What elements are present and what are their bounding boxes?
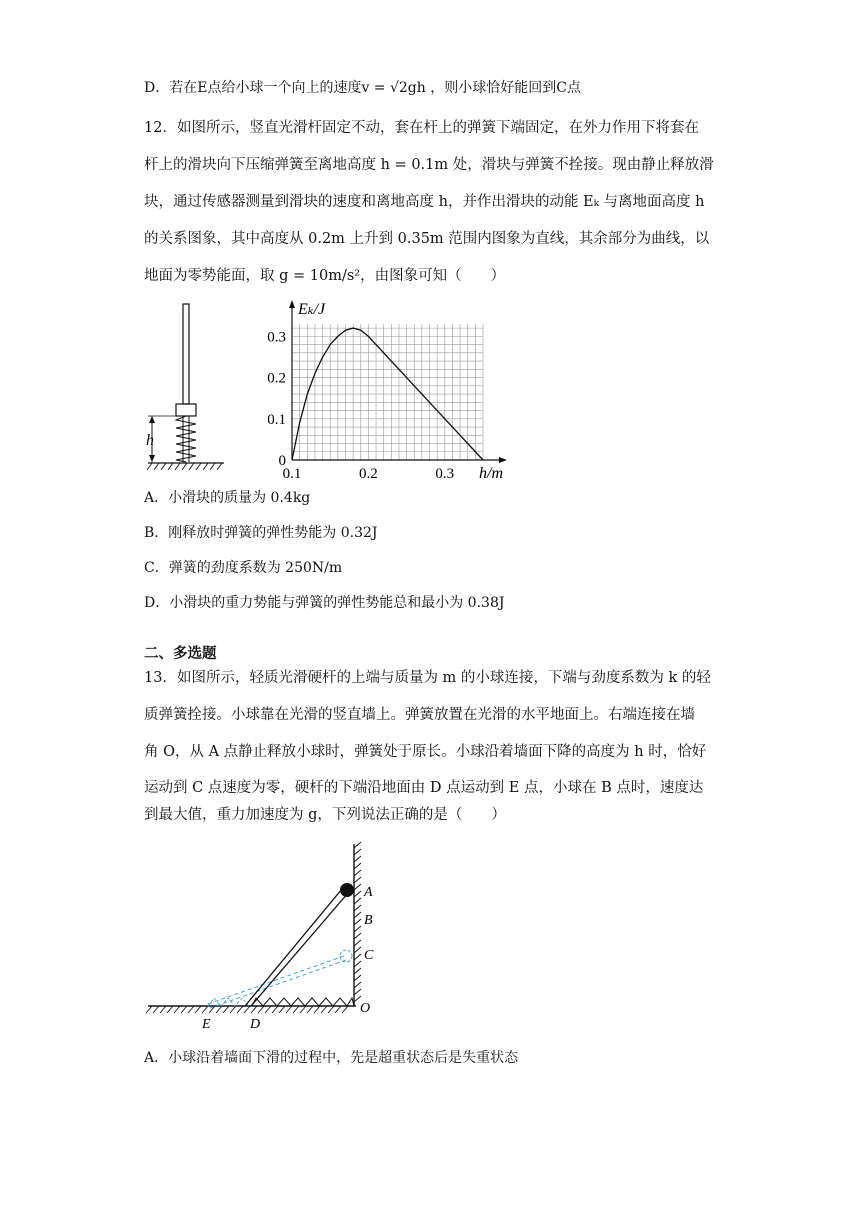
- x-tick-label: 0.3: [435, 466, 455, 482]
- q13-option-a: A．小球沿着墙面下滑的过程中，先是超重状态后是失重状态: [144, 1050, 519, 1066]
- ground-hatch-line: [237, 1006, 243, 1013]
- y-tick-label: 0.3: [267, 329, 286, 346]
- label-O: O: [360, 1001, 371, 1016]
- ground-hatch-line: [188, 1006, 194, 1013]
- y-tick-label: 0: [278, 453, 286, 469]
- y-tick-label: 0.2: [267, 370, 286, 387]
- q13-line-3: 角 O，从 A 点静止释放小球时，弹簧处于原长。小球沿着墙面下降的高度为 h 时，恰好: [144, 744, 707, 760]
- wall-hatch-line: [354, 919, 361, 925]
- q12-line-1: 12．如图所示，竖直光滑杆固定不动，套在杆上的弹簧下端固定，在外力作用下将套在: [144, 120, 699, 136]
- label-C: C: [364, 948, 374, 963]
- ground-hatch-line: [167, 1006, 173, 1013]
- wall-hatch-line: [354, 870, 361, 876]
- ground-hatch-line: [279, 1006, 285, 1013]
- q12-option-d: D．小滑块的重力势能与弹簧的弹性势能总和最小为 0.38J: [144, 595, 505, 611]
- ground-hatch-line: [321, 1006, 327, 1013]
- wall-hatch-line: [354, 926, 361, 932]
- ground-hatch-line: [251, 1006, 257, 1013]
- ground-hatch-line: [335, 1006, 341, 1013]
- wall-hatch-line: [354, 842, 361, 848]
- label-A: A: [364, 885, 373, 900]
- wall-hatch-line: [354, 989, 361, 995]
- wall-hatch-line: [354, 954, 361, 960]
- x-tick-label: 0.1: [282, 466, 302, 482]
- y-axis-label: Eₖ/J: [298, 301, 326, 318]
- q12-line-5: 地面为零势能面，取 g = 10m/s²，由图象可知（ ）: [144, 268, 506, 284]
- wall-hatch-line: [354, 905, 361, 911]
- y-axis-arrow: [289, 300, 295, 308]
- ground-hatch-line: [307, 1006, 313, 1013]
- wall-hatch-line: [354, 877, 361, 883]
- wall-hatch-line: [354, 968, 361, 974]
- ground-hatch-line: [202, 1006, 208, 1013]
- q13-line-4: 运动到 C 点速度为零，硬杆的下端沿地面由 D 点运动到 E 点，小球在 B 点时，速度达: [144, 780, 704, 796]
- wall-hatch-line: [354, 891, 361, 897]
- ek-h-chart: [255, 296, 545, 484]
- wall-hatch-line: [354, 884, 361, 890]
- q12-option-b: B．刚释放时弹簧的弹性势能为 0.32J: [144, 525, 378, 541]
- wall-hatch-line: [354, 933, 361, 939]
- ground-hatch-line: [153, 1006, 159, 1013]
- fig-h-label: h: [146, 432, 154, 449]
- ground-hatch-line: [216, 1006, 222, 1013]
- ground-hatch-line: [314, 1006, 320, 1013]
- ground-hatch-line: [195, 1006, 201, 1013]
- ground-hatch-line: [146, 1006, 152, 1013]
- wall-hatch-line: [354, 982, 361, 988]
- ground-hatch-line: [174, 1006, 180, 1013]
- q12-option-c: C．弹簧的劲度系数为 250N/m: [144, 560, 343, 576]
- wall-hatch-line: [354, 961, 361, 967]
- wall-hatch-line: [354, 912, 361, 918]
- ground-hatch-line: [265, 1006, 271, 1013]
- ground-hatch-line: [230, 1006, 236, 1013]
- wall-hatch-line: [354, 975, 361, 981]
- q11-option-d: D．若在E点给小球一个向上的速度v = √2gh ，则小球恰好能回到C点: [144, 80, 581, 96]
- ground-hatch-line: [293, 1006, 299, 1013]
- q13-line-1: 13．如图所示，轻质光滑硬杆的上端与质量为 m 的小球连接，下端与劲度系数为 k 的轻: [144, 670, 711, 686]
- ground-hatch-line: [258, 1006, 264, 1013]
- ground-hatch-line: [300, 1006, 306, 1013]
- q12-line-3: 块，通过传感器测量到滑块的速度和离地高度 h，并作出滑块的动能 Eₖ 与离地面高度 h: [144, 194, 705, 210]
- wall-hatch-line: [354, 940, 361, 946]
- ground-hatch-line: [342, 1006, 348, 1013]
- spring-apparatus-figure: [144, 300, 234, 475]
- wall-hatch-line: [354, 849, 361, 855]
- wall-hatch-line: [354, 856, 361, 862]
- x-axis-arrow: [499, 457, 507, 463]
- y-tick-label: 0.1: [267, 411, 286, 428]
- ground-hatch-line: [223, 1006, 229, 1013]
- x-axis-label: h/m: [479, 465, 503, 482]
- q12-line-2: 杆上的滑块向下压缩弹簧至离地高度 h = 0.1m 处，滑块与弹簧不拴接。现由静止释放滑: [144, 157, 714, 173]
- q12-option-a: A．小滑块的质量为 0.4kg: [144, 490, 311, 506]
- ground-hatch-line: [286, 1006, 292, 1013]
- q13-line-5: 到最大值，重力加速度为 g，下列说法正确的是（ ）: [144, 807, 506, 823]
- ground-hatch-line: [181, 1006, 187, 1013]
- wall-hatch-line: [354, 947, 361, 953]
- rod-spring-figure: [144, 838, 384, 1033]
- wall-hatch-line: [354, 863, 361, 869]
- ground-hatch-line: [160, 1006, 166, 1013]
- label-E: E: [202, 1017, 211, 1032]
- ground-hatch-line: [272, 1006, 278, 1013]
- section-title: 二、多选题: [144, 646, 217, 662]
- wall-hatch-line: [354, 898, 361, 904]
- q13-line-2: 质弹簧拴接。小球靠在光滑的竖直墙上。弹簧放置在光滑的水平地面上。右端连接在墙: [144, 707, 695, 723]
- x-tick-label: 0.2: [359, 466, 378, 482]
- ground-hatch-line: [244, 1006, 250, 1013]
- label-D: D: [250, 1017, 261, 1032]
- q12-line-4: 的关系图象，其中高度从 0.2m 上升到 0.35m 范围内图象为直线，其余部分为曲线，以: [144, 231, 710, 247]
- label-B: B: [364, 913, 373, 928]
- ground-hatch-line: [328, 1006, 334, 1013]
